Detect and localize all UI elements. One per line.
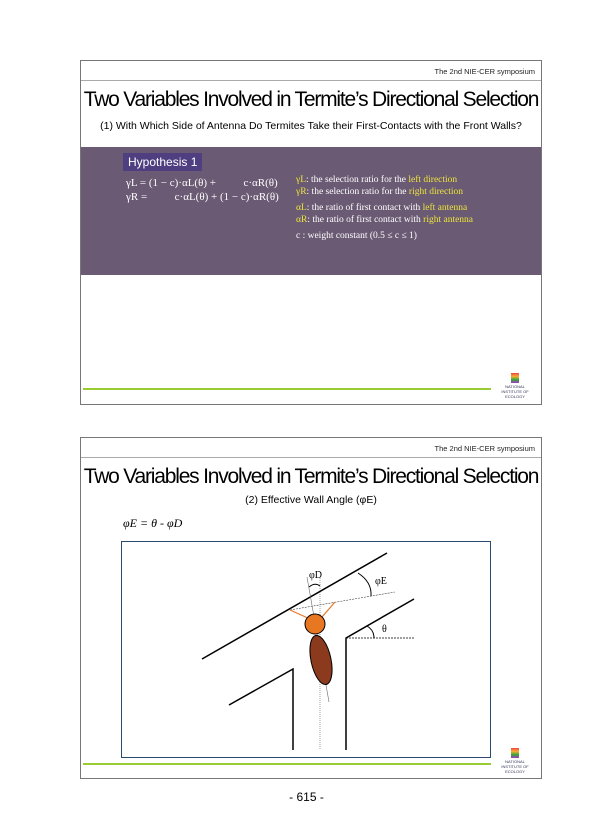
theta-arc (367, 626, 374, 638)
divider (81, 457, 541, 458)
nie-logo: NATIONAL INSTITUTE OF ECOLOGY (495, 373, 535, 399)
nie-logo: NATIONAL INSTITUTE OF ECOLOGY (495, 748, 535, 774)
divider (81, 80, 541, 81)
upper-wall (202, 553, 387, 659)
symposium-label: The 2nd NIE-CER symposium (434, 67, 535, 76)
termite-diagram (121, 541, 491, 758)
slide-1 (80, 60, 542, 405)
contact-line (290, 592, 395, 610)
weight-constant: c : weight constant (0.5 ≤ c ≤ 1) (296, 231, 417, 241)
termite-head (305, 614, 325, 634)
definition: γL: the selection ratio for the left direction (296, 175, 458, 185)
green-rule (83, 763, 491, 765)
formula: φE = θ - φD (123, 516, 183, 530)
equation-left: γL = (1 − c)·αL(θ) + c·αR(θ) (126, 177, 278, 189)
right-wall (346, 599, 414, 750)
definition: αR: the ratio of first contact with right antenna (296, 215, 474, 225)
theta-label: θ (382, 624, 387, 635)
page-number: - 615 - (289, 790, 324, 804)
phiE-label: φE (375, 576, 387, 587)
hypothesis-label: Hypothesis 1 (123, 153, 202, 171)
phiE-arc (358, 573, 371, 596)
slide-subtitle: (1) With Which Side of Antenna Do Termites Take their First-Contacts with the Front Walls? (100, 120, 522, 132)
phiD-label: φD (309, 570, 322, 581)
termite-body (306, 633, 336, 686)
definition: γR: the selection ratio for the right direction (296, 187, 463, 197)
equation-right: γR = c·αL(θ) + (1 − c)·αR(θ) (126, 191, 279, 203)
hypothesis-band (81, 147, 541, 275)
slide-subtitle: (2) Effective Wall Angle (φE) (245, 494, 377, 506)
phiD-arc (309, 584, 320, 587)
left-wall (229, 669, 293, 750)
slide-title: Two Variables Involved in Termite’s Directional Selection (83, 465, 539, 488)
slide-title: Two Variables Involved in Termite’s Directional Selection (83, 88, 539, 111)
slide-2 (80, 437, 542, 779)
symposium-label: The 2nd NIE-CER symposium (434, 444, 535, 453)
green-rule (83, 388, 491, 390)
definition: αL: the ratio of first contact with left antenna (296, 203, 468, 213)
